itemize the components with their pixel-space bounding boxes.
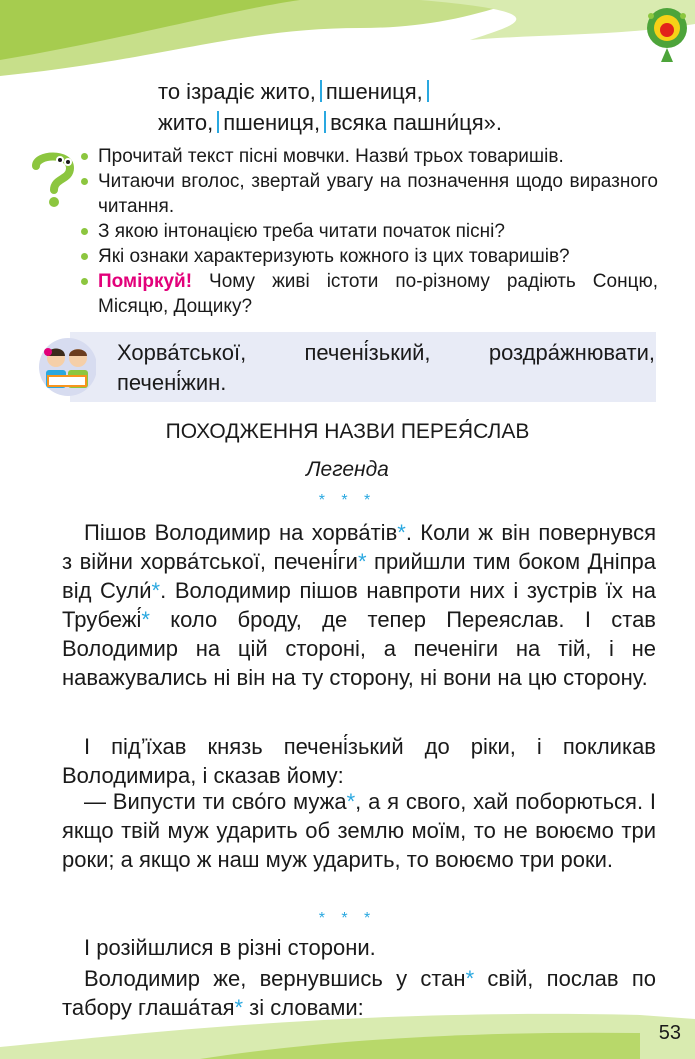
pause-mark [217,111,219,133]
page-number: 53 [658,1022,681,1044]
story-paragraph: Володимир же, вернувшись у стан* свій, послав по табору глаша́тая* зі словами: [62,966,656,1020]
poem-line-1: то ізрадіє жито, пшениця, [158,76,502,107]
glossary-marker: * [234,995,244,1020]
question-item: Прочитай текст пісні мовчки. Назви́ трьох товаришів. [78,144,658,169]
story-paragraph: І під’їхав князь печені́зький до ріки, і покликав Володимира, і сказав йому: [62,734,656,788]
think-label: Поміркуй! [98,271,193,292]
pause-mark [324,111,326,133]
glossary-marker: * [465,966,475,991]
story-paragraph: — Випусти ти сво́го мужа*, а я свого, хай поборються. І якщо твій муж ударить об землю моїм, то не воюємо три роки; а якщо ж наш муж ударить, то воюємо три роки. [62,789,656,872]
reading-children-icon [38,336,96,398]
question-mark-icon [30,150,76,208]
question-item: Читаючи вголос, звертай увагу на позначення щодо виразного читання. [78,169,658,219]
question-item: З якою інтонацією треба читати початок пісні? [78,219,658,244]
pause-mark [320,80,322,102]
glossary-marker: * [397,520,406,545]
question-item: Які ознаки характеризують кожного із цих товаришів? [78,244,658,269]
story-paragraph: І розійшлися в різні сторони. [84,935,376,960]
top-decorative-wave [0,0,695,80]
story-subtitle: Легенда [306,458,389,481]
glossary-marker: * [151,578,161,603]
pause-mark [427,80,429,102]
glossary-marker: * [141,607,150,632]
story-title: ПОХОДЖЕННЯ НАЗВИ ПЕРЕЯ́СЛАВ [165,420,530,443]
bottom-decorative-wave [0,989,695,1059]
folk-ornament-icon [643,4,691,64]
questions-list [78,144,658,319]
story-paragraph: Пішов Володимир на хорва́тів*. Коли ж він повернувся з війни хорва́тської, печені́ги* прийшли тим боком Дніпра від Сули́*. Володимир пішов навпроти них і зустрів їх на Трубежі́* коло броду, де тепер Переяслав. І став Володимир на цій стороні, а печеніги на тій, і не наважувались ні він на ту сторону, ні вони на цю сторону. [62,520,657,690]
glossary-marker: * [346,789,356,814]
question-item: Поміркуй! Чому живі істоти по-різному радіють Сонцю, Місяцю, Дощику? [78,269,658,319]
glossary-marker: * [357,549,367,574]
vocabulary-words: Хорва́тської, печені́зький, роздра́жнювати, печені́жин. [117,340,655,395]
section-divider-stars: * * * [318,492,377,509]
section-divider-stars: * * * [318,910,377,927]
poem-line-2: жито, пшениця, всяка пашни́ця». [158,110,502,135]
poem-fragment [158,76,502,138]
